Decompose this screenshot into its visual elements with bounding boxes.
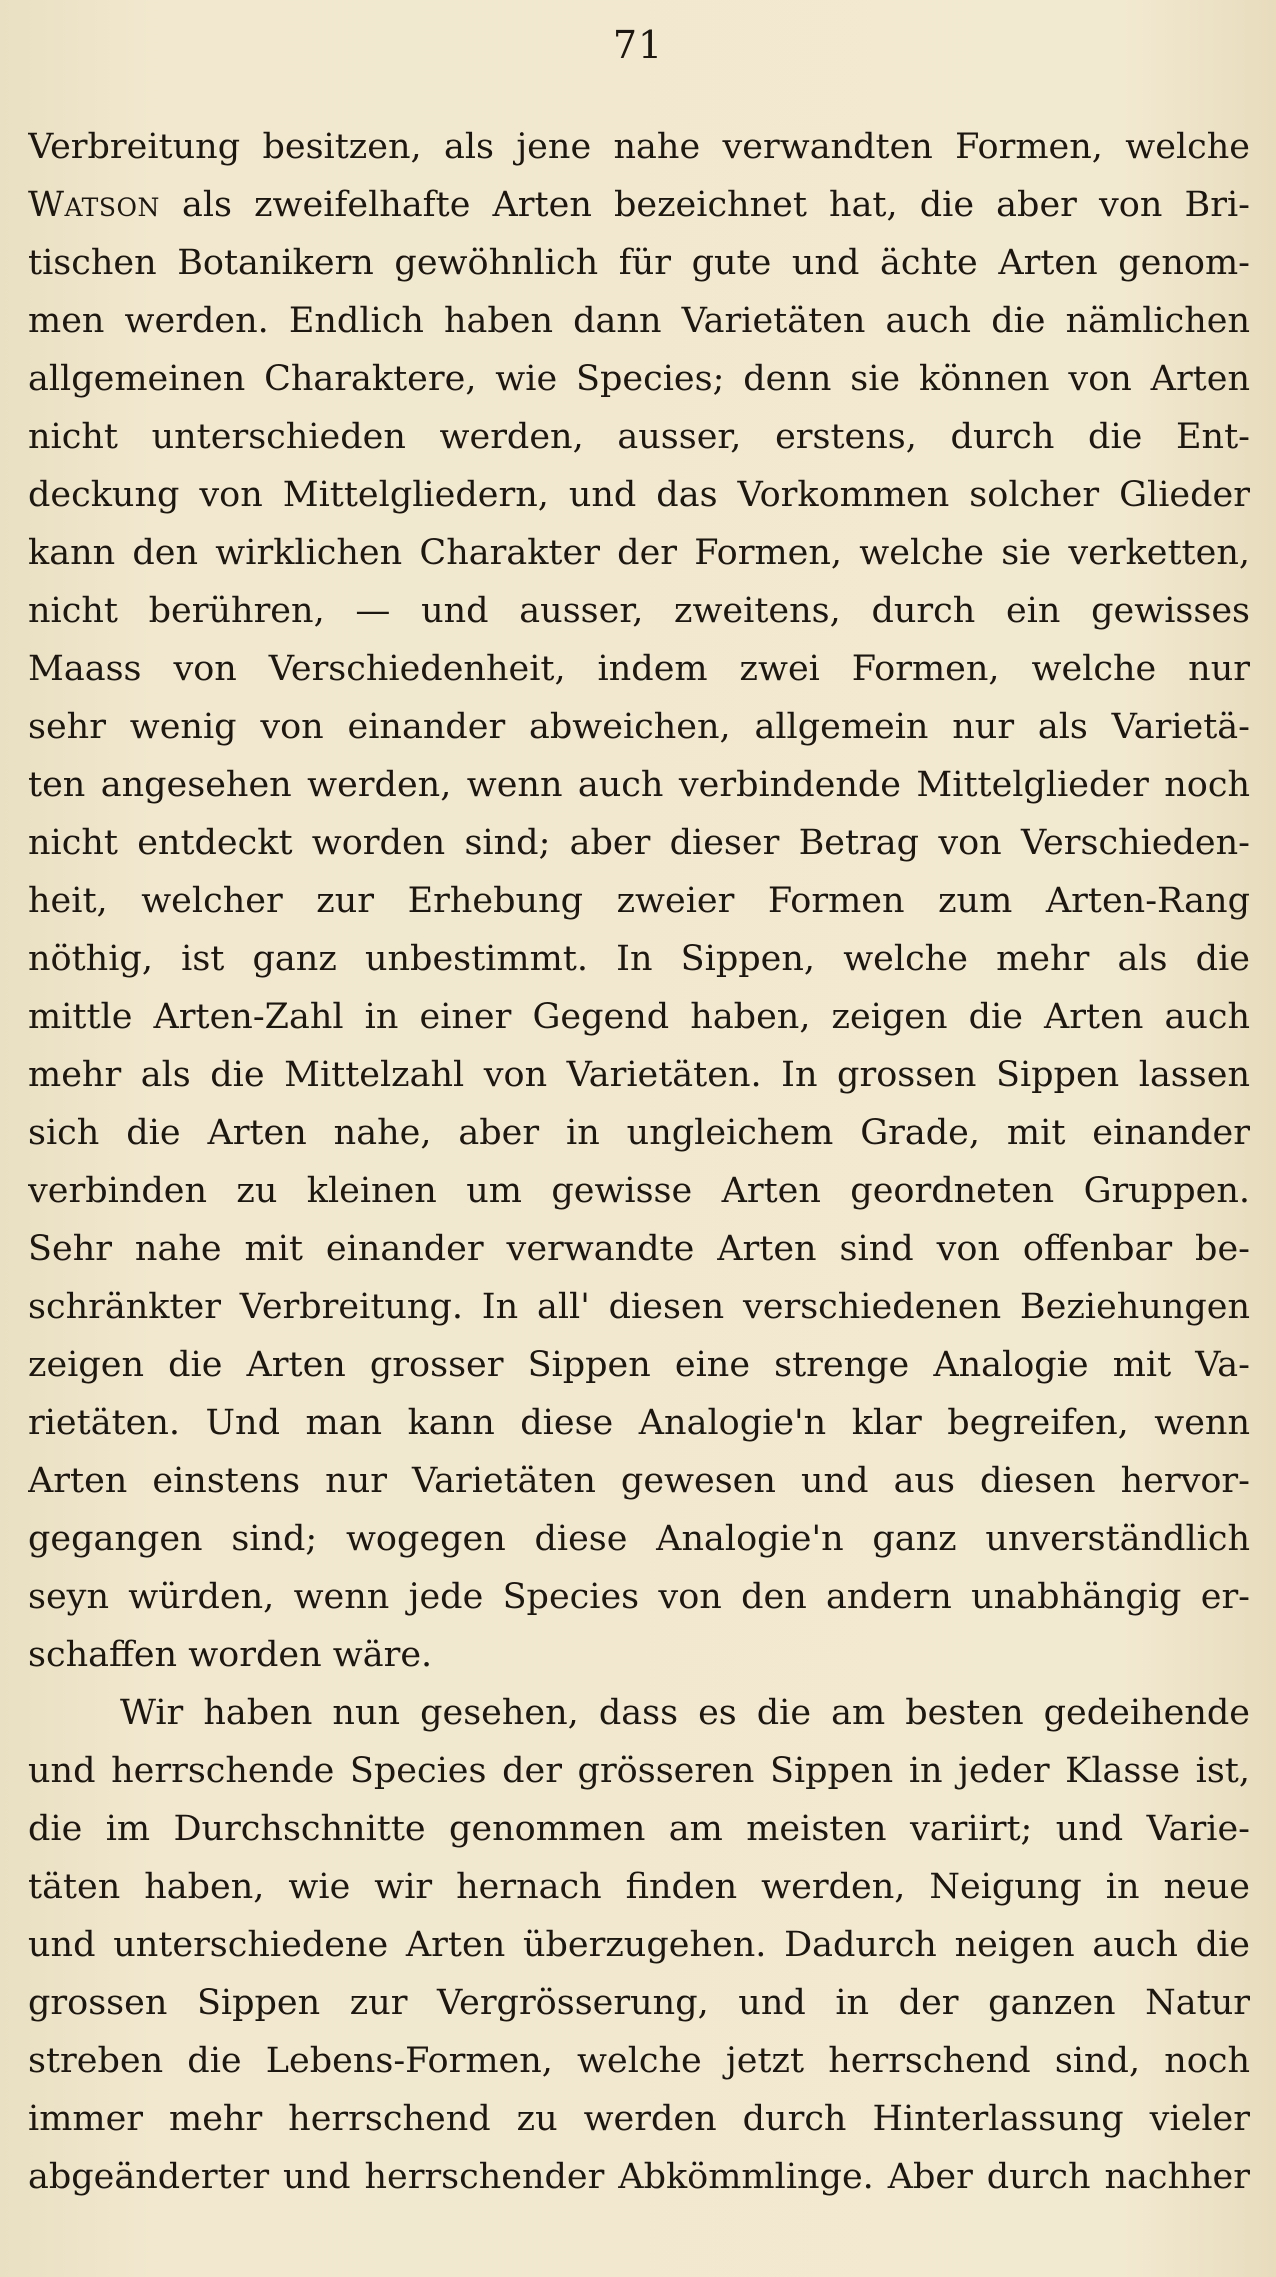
text-line: mittle Arten-Zahl in einer Gegend haben, zeigen die Arten auch: [28, 997, 1250, 1037]
text-line: nicht entdeckt worden sind; aber dieser Betrag von Verschieden-: [28, 823, 1250, 863]
text-line: Verbreitung besitzen, als jene nahe verwandten Formen, welche: [28, 127, 1250, 167]
text-line: [28, 176, 1250, 234]
text-line: Sehr nahe mit einander verwandte Arten sind von offenbar be-: [28, 1229, 1250, 1269]
text-line: tischen Botanikern gewöhnlich für gute und ächte Arten genom-: [28, 243, 1250, 283]
text-line: men werden. Endlich haben dann Varietäten auch die nämlichen: [28, 301, 1250, 341]
text-line: täten haben, wie wir hernach finden werden, Neigung in neue: [28, 1867, 1250, 1907]
text-line: nicht berühren, — und ausser, zweitens, durch ein gewisses: [28, 591, 1250, 631]
text-line: immer mehr herrschend zu werden durch Hinterlassung vieler: [28, 2099, 1250, 2139]
text-line: seyn würden, wenn jede Species von den andern unabhängig er-: [28, 1577, 1250, 1617]
text-line: und herrschende Species der grösseren Sippen in jeder Klasse ist,: [28, 1751, 1250, 1791]
text-line-rest: als zweifelhafte Arten bezeichnet hat, die aber von Bri-: [159, 185, 1250, 225]
author-name: Watson: [28, 185, 160, 225]
body-text: [28, 118, 1250, 2206]
text-line: allgemeinen Charaktere, wie Species; denn sie können von Arten: [28, 359, 1250, 399]
text-line: nicht unterschieden werden, ausser, erstens, durch die Ent-: [28, 417, 1250, 457]
text-line: grossen Sippen zur Vergrösserung, und in der ganzen Natur: [28, 1983, 1250, 2023]
text-line: streben die Lebens-Formen, welche jetzt herrschend sind, noch: [28, 2041, 1250, 2081]
text-line: ten angesehen werden, wenn auch verbindende Mittelglieder noch: [28, 765, 1250, 805]
text-line: heit, welcher zur Erhebung zweier Formen zum Arten-Rang: [28, 881, 1250, 921]
text-line: sehr wenig von einander abweichen, allgemein nur als Varietä-: [28, 707, 1250, 747]
text-line: Maass von Verschiedenheit, indem zwei Formen, welche nur: [28, 649, 1250, 689]
text-line: rietäten. Und man kann diese Analogie'n klar begreifen, wenn: [28, 1403, 1250, 1443]
text-line: und unterschiedene Arten überzugehen. Dadurch neigen auch die: [28, 1925, 1250, 1965]
page-number: 71: [612, 23, 664, 67]
paragraph-last-line: schaffen worden wäre.: [28, 1635, 433, 1675]
text-line: Arten einstens nur Varietäten gewesen und aus diesen hervor-: [28, 1461, 1250, 1501]
text-line: abgeänderter und herrschender Abkömmlinge. Aber durch nachher: [28, 2157, 1250, 2197]
text-line: kann den wirklichen Charakter der Formen, welche sie verketten,: [28, 533, 1250, 573]
text-line: schränkter Verbreitung. In all' diesen verschiedenen Beziehungen: [28, 1287, 1250, 1327]
text-line: nöthig, ist ganz unbestimmt. In Sippen, welche mehr als die: [28, 939, 1250, 979]
text-line: sich die Arten nahe, aber in ungleichem Grade, mit einander: [28, 1113, 1250, 1153]
text-line: verbinden zu kleinen um gewisse Arten geordneten Gruppen.: [28, 1171, 1250, 1211]
text-line: deckung von Mittelgliedern, und das Vorkommen solcher Glieder: [28, 475, 1250, 515]
paragraph-first-line: Wir haben nun gesehen, dass es die am besten gedeihende: [120, 1693, 1250, 1733]
text-line: gegangen sind; wogegen diese Analogie'n ganz unverständlich: [28, 1519, 1250, 1559]
text-line: mehr als die Mittelzahl von Varietäten. In grossen Sippen lassen: [28, 1055, 1250, 1095]
text-line: zeigen die Arten grosser Sippen eine strenge Analogie mit Va-: [28, 1345, 1250, 1385]
text-line: die im Durchschnitte genommen am meisten variirt; und Varie-: [28, 1809, 1250, 1849]
